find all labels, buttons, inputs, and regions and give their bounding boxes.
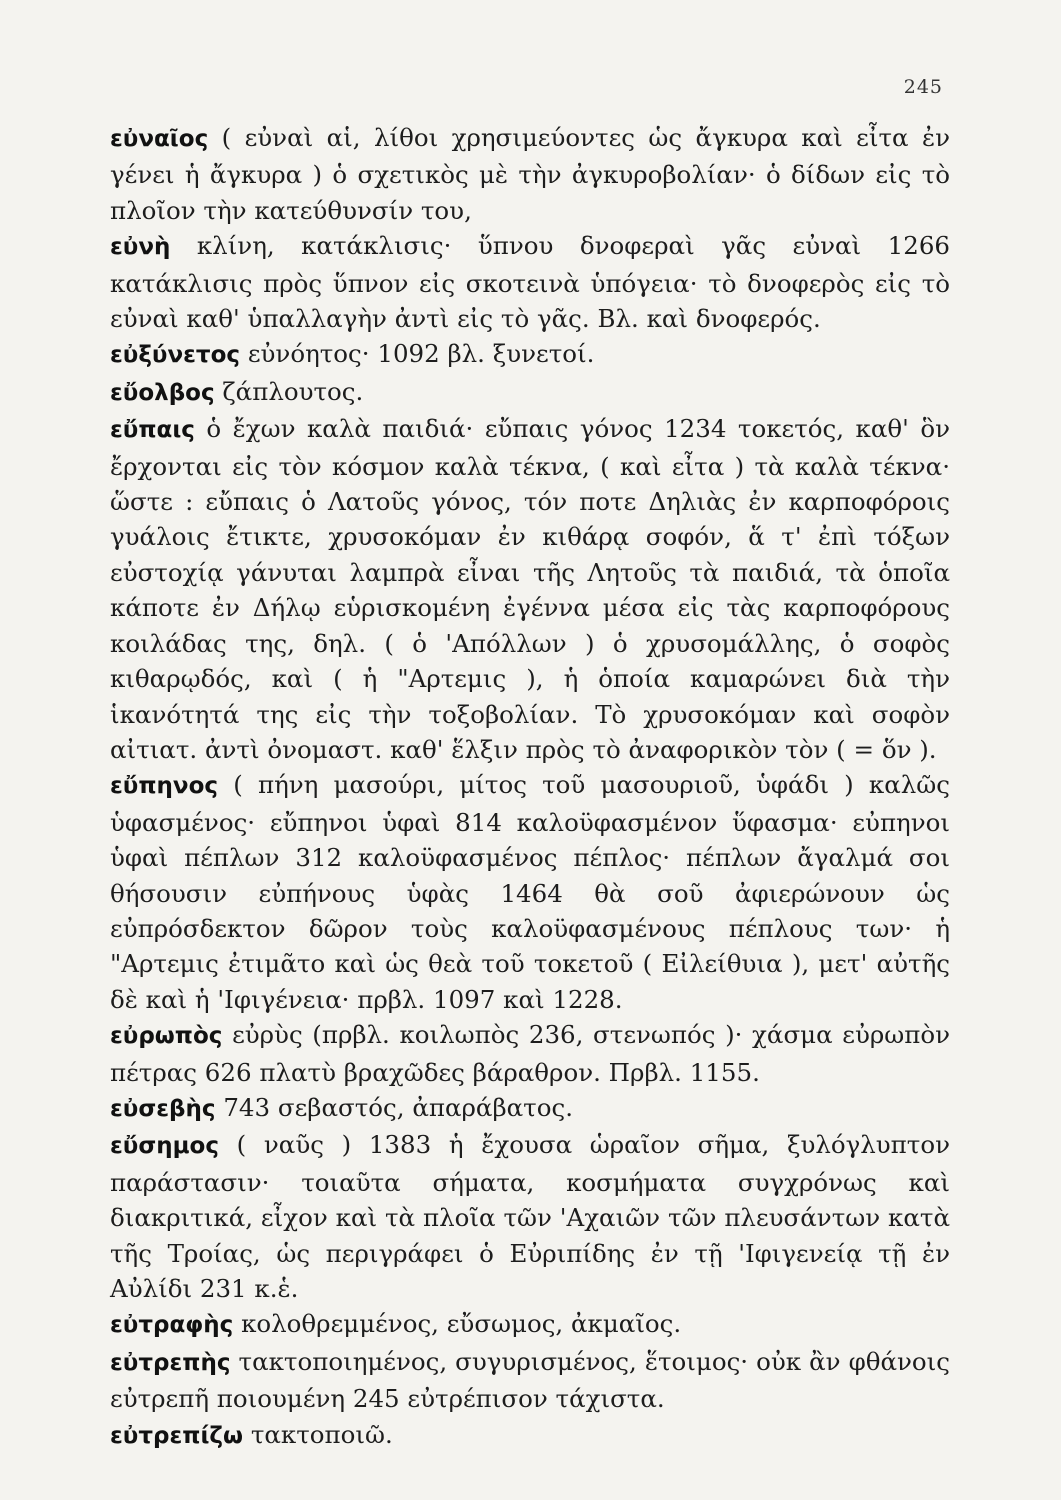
entry-eune xyxy=(110,228,950,336)
entry-headword: εὔολβος xyxy=(110,379,215,406)
entry-eusebes xyxy=(110,1090,950,1127)
entry-body: ὁ ἔχων καλὰ παιδιά· εὔπαις γόνος 1234 τοκετός, καθ' ὃν ἔρχονται εἰς τὸν κόσμον καλὰ τέκνα, ( καὶ εἶτα ) τὰ καλὰ τέκνα· ὥστε : εὔπαις ὁ Λατοῦς γόνος, τόν ποτε Δηλιὰς ἐν καρποφόροις γυάλοις ἔτικτε, χρυσοκόμαν ἐν κιθάρᾳ σοφόν, ἅ τ' ἐπὶ τόξων εὐστοχίᾳ γάνυται λαμπρὰ εἶναι τῆς Λητοῦς τὰ παιδιά, τὰ ὁποῖα κάποτε ἐν Δήλῳ εὑρισκομένη ἐγέννα μέσα εἰς τὰς καρποφόρους κοιλάδας της, δηλ. ( ὁ 'Απόλλων ) ὁ χρυσομάλλης, ὁ σοφὸς κιθαρῳδός, καὶ ( ἡ "Αρτεμις ), ἡ ὁποία καμαρώνει διὰ τὴν ἱκανότητά της εἰς τὴν τοξοβολίαν. Τὸ χρυσοκόμαν καὶ σοφὸν αἰτιατ. ἀντὶ ὀνομαστ. καθ' ἕλξιν πρὸς τὸ ἀναφορικὸν τὸν ( = ὅν ). xyxy=(110,414,950,764)
entry-eupais xyxy=(110,411,950,767)
entry-euolvos xyxy=(110,374,950,411)
entry-eupenos xyxy=(110,767,950,1017)
entry-body: κολοθρεμμένος, εὔσωμος, ἀκμαῖος. xyxy=(241,1309,682,1339)
entry-body: ( ναῦς ) 1383 ἡ ἔχουσα ὡραῖον σῆμα, ξυλόγλυπτον παράστασιν· τοιαῦτα σήματα, κοσμήματα συγχρόνως καὶ διακριτικά, εἶχον καὶ τὰ πλοῖα τῶν 'Αχαιῶν τῶν πλευσάντων κατὰ τῆς Τροίας, ὡς περιγράφει ὁ Εὐριπίδης ἐν τῇ 'Ιφιγενείᾳ τῇ ἐν Αὐλίδι 231 κ.ἑ. xyxy=(110,1130,950,1303)
entry-eutrepizo xyxy=(110,1417,950,1454)
entry-headword: εὐτραφὴς xyxy=(110,1312,234,1339)
entry-headword: εὔπηνος xyxy=(110,773,219,800)
entry-eutraphes xyxy=(110,1306,950,1343)
entry-europos xyxy=(110,1017,950,1090)
page-number: 245 xyxy=(903,76,943,98)
entry-body: κλίνη, κατάκλισις· ὕπνου δνοφεραὶ γᾶς εὐναὶ 1266 κατάκλισις πρὸς ὕπνον εἰς σκοτεινὰ ὑπόγεια· τὸ δνοφερὸς εἰς τὸ εὐναὶ καθ' ὑπαλλαγὴν ἀντὶ εἰς τὸ γᾶς. Βλ. καὶ δνοφερός. xyxy=(110,231,950,334)
entry-body: τακτοποιῶ. xyxy=(250,1419,393,1449)
entry-eusemos xyxy=(110,1127,950,1306)
entry-headword: εὐξύνετος xyxy=(110,342,241,369)
entry-body: εὐνόητος· 1092 βλ. ξυνετοί. xyxy=(247,339,595,369)
entry-headword: εὐτρεπίζω xyxy=(110,1422,244,1449)
entry-body: τακτοποιημένος, συγυρισμένος, ἕτοιμος· οὐκ ἂν φθάνοις εὐτρεπῆ ποιουμένη 245 εὐτρέπισον τάχιστα. xyxy=(110,1346,950,1414)
entry-body: ζάπλουτος. xyxy=(222,376,364,406)
entry-euxynetos xyxy=(110,336,950,373)
entry-body: εὐρὺς (πρβλ. κοιλωπὸς 236, στενωπός )· χάσμα εὐρωπὸν πέτρας 626 πλατὺ βραχῶδες βάραθρον. Πρβλ. 1155. xyxy=(110,1020,950,1087)
entry-body: ( εὐναὶ αἱ, λίθοι χρησιμεύοντες ὡς ἄγκυρα καὶ εἶτα ἐν γένει ἡ ἄγκυρα ) ὁ σχετικὸς μὲ τὴν ἀγκυροβολίαν· ὁ δίδων εἰς τὸ πλοῖον τὴν κατεύθυνσίν του, xyxy=(110,123,950,225)
entry-headword: εὔπαις xyxy=(110,417,195,444)
entry-body: 743 σεβαστός, ἀπαράβατος. xyxy=(223,1092,573,1122)
entry-headword: εὐρωπὸς xyxy=(110,1023,223,1050)
dictionary-column xyxy=(110,120,950,1454)
entry-headword: εὐναῖος xyxy=(110,126,209,152)
entry-eunaios xyxy=(110,120,950,228)
entry-body: ( πήνη μασούρι, μίτος τοῦ μασουριοῦ, ὑφάδι ) καλῶς ὑφασμένος· εὔπηνοι ὑφαὶ 814 καλοϋφασμένον ὕφασμα· εὐπηνοι ὑφαὶ πέπλων 312 καλοϋφασμένος πέπλος· πέπλων ἄγαλμά σοι θήσουσιν εὐπήνους ὑφὰς 1464 θὰ σοῦ ἀφιερώνουν ὡς εὐπρόσδεκτον δῶρον τοὺς καλοϋφασμένους πέπλους των· ἡ "Αρτεμις ἐτιμᾶτο καὶ ὡς θεὰ τοῦ τοκετοῦ ( Εἰλείθυια ), μετ' αὐτῆς δὲ καὶ ἡ 'Ιφιγένεια· πρβλ. 1097 καὶ 1228. xyxy=(110,770,950,1014)
entry-headword: εὔσημος xyxy=(110,1133,219,1160)
entry-headword: εὐνὴ xyxy=(110,234,171,261)
entry-headword: εὐσεβὴς xyxy=(110,1095,216,1122)
entry-eutrepes xyxy=(110,1344,950,1417)
entry-headword: εὐτρεπὴς xyxy=(110,1349,231,1376)
